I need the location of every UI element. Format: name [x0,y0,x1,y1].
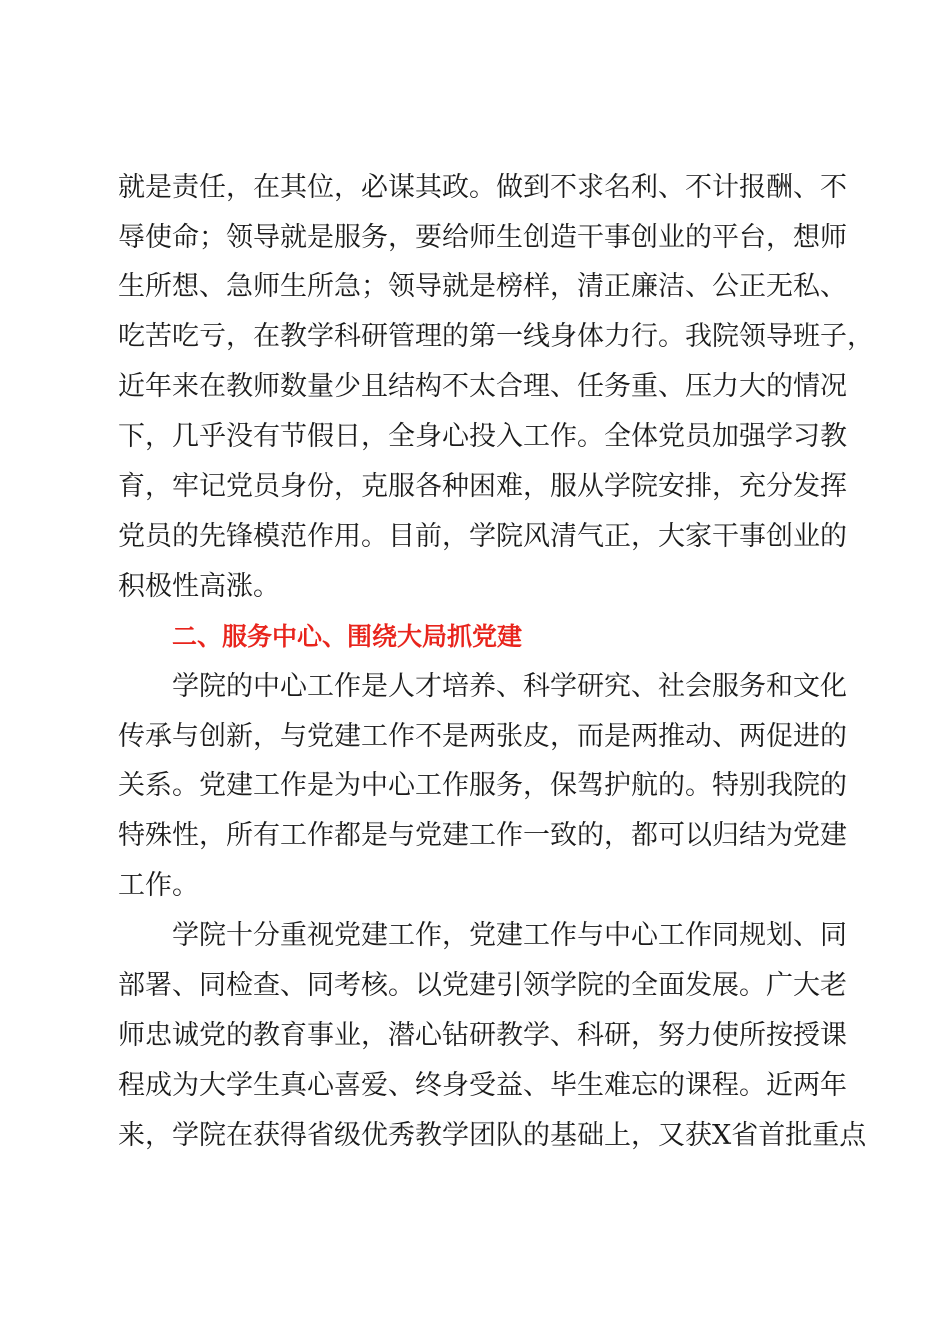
paragraph-1-line-3: 生所想、急师生所急；领导就是榜样，清正廉洁、公正无私、 [118,271,847,302]
paragraph-1-line-1: 就是责任，在其位，必谋其政。做到不求名利、不计报酬、不 [118,172,847,203]
paragraph-1-line-6: 下，几乎没有节假日，全身心投入工作。全体党员加强学习教 [118,421,847,452]
paragraph-3-line-5: 来，学院在获得省级优秀教学团队的基础上，又获X省首批重点 [118,1120,867,1151]
paragraph-2-line-4: 特殊性，所有工作都是与党建工作一致的，都可以归结为党建 [118,820,847,851]
paragraph-2-line-1: 学院的中心工作是人才培养、科学研究、社会服务和文化 [172,671,847,702]
paragraph-3-line-4: 程成为大学生真心喜爱、终身受益、毕生难忘的课程。近两年 [118,1070,847,1101]
paragraph-3-line-3: 师忠诚党的教育事业，潜心钻研教学、科研，努力使所按授课 [118,1020,847,1051]
paragraph-1-line-5: 近年来在教师数量少且结构不太合理、任务重、压力大的情况 [118,371,847,402]
paragraph-2-line-3: 关系。党建工作是为中心工作服务，保驾护航的。特别我院的 [118,770,847,801]
paragraph-1-line-4: 吃苦吃亏，在教学科研管理的第一线身体力行。我院领导班子， [118,321,874,352]
section-heading: 二、服务中心、围绕大局抓党建 [172,622,523,651]
paragraph-1-line-8: 党员的先锋模范作用。目前，学院风清气正，大家干事创业的 [118,521,847,552]
paragraph-3-line-2: 部署、同检查、同考核。以党建引领学院的全面发展。广大老 [118,970,847,1001]
paragraph-1-line-9: 积极性高涨。 [118,571,280,602]
paragraph-3-line-1: 学院十分重视党建工作，党建工作与中心工作同规划、同 [172,920,847,951]
paragraph-1-line-2: 辱使命；领导就是服务，要给师生创造干事创业的平台，想师 [118,222,847,253]
paragraph-1-line-7: 育，牢记党员身份，克服各种困难，服从学院安排，充分发挥 [118,471,847,502]
paragraph-2-line-2: 传承与创新，与党建工作不是两张皮，而是两推动、两促进的 [118,721,847,752]
paragraph-2-line-5: 工作。 [118,870,199,901]
